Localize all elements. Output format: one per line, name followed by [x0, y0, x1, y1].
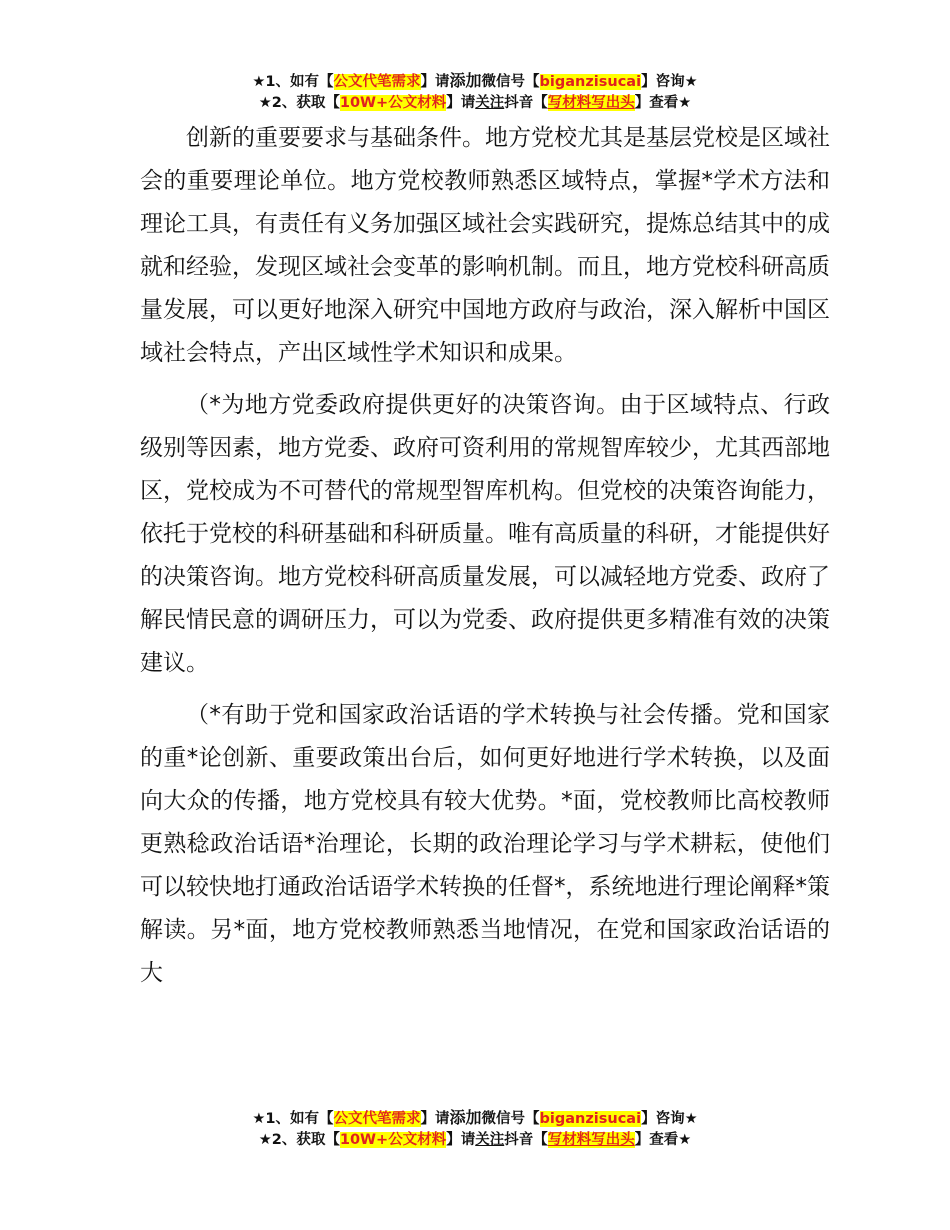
banner-text: 】请 [420, 1111, 450, 1127]
highlight-ghostwriting: 公文代笔需求 [333, 1111, 421, 1127]
document-body [140, 117, 830, 995]
footer-banner-line-2 [0, 1130, 950, 1151]
body-paragraph: （*有助于党和国家政治话语的学术转换与社会传播。党和国家的重*论创新、重要政策出台后，如何更好地进行学术转换，以及面向大众的传播，地方党校具有较大优势。*面，党校教师比高校教师更熟稔政治话语*治理论，长期的政治理论学习与学术耕耘，使他们可以较快地打通政治话语学术转换的任督*，系统地进行理论阐释*策解读。另*面，地方党校教师熟悉当地情况，在党和国家政治话语的大 [140, 702, 830, 986]
highlight-ghostwriting: 公文代笔需求 [333, 74, 421, 90]
body-paragraph: （*为地方党委政府提供更好的决策咨询。由于区域特点、行政级别等因素，地方党委、政府可资利用的常规智库较少，尤其西部地区，党校成为不可替代的常规型智库机构。但党校的决策咨询能力，依托于党校的科研基础和科研质量。唯有高质量的科研，才能提供好的决策咨询。地方党校科研高质量发展，可以减轻地方党委、政府了解民情民意的调研压力，可以为党委、政府提供更多精准有效的决策建议。 [140, 392, 830, 676]
banner-text: 】查看★ [634, 1132, 692, 1148]
banner-emphasis-follow: 关注 [475, 1132, 505, 1148]
body-paragraph: 创新的重要要求与基础条件。地方党校尤其是基层党校是区域社会的重要理论单位。地方党校教师熟悉区域特点，掌握*学术方法和理论工具，有责任有义务加强区域社会实践研究，提炼总结其中的成就和经验，发现区域社会变革的影响机制。而且，地方党校科研高质量发展，可以更好地深入研究中国地方政府与政治，深入解析中国区域社会特点，产出区域性学术知识和成果。 [140, 125, 830, 366]
header-banner-line-2 [0, 93, 950, 114]
banner-text: 微信号【 [481, 1111, 540, 1127]
highlight-materials: 10W+公文材料 [339, 1132, 447, 1148]
highlight-douyin-account: 写材料写出头 [547, 95, 635, 111]
banner-text: ★2、获取【 [258, 95, 340, 111]
banner-text: 抖音【 [504, 95, 548, 111]
banner-text: 】请 [446, 95, 476, 111]
footer-ad-banner [0, 1107, 950, 1151]
banner-text: 微信号【 [481, 74, 540, 90]
banner-text: ★2、获取【 [258, 1132, 340, 1148]
header-ad-banner [0, 70, 950, 114]
banner-emphasis-add: 添加 [449, 71, 482, 90]
banner-text: 】咨询★ [641, 74, 698, 90]
highlight-materials: 10W+公文材料 [339, 95, 447, 111]
banner-text: ★1、如有【 [252, 74, 334, 90]
banner-text: 】请 [446, 1132, 476, 1148]
header-banner-line-1 [0, 70, 950, 93]
banner-emphasis-follow: 关注 [475, 95, 505, 111]
footer-banner-line-1 [0, 1107, 950, 1130]
banner-text: 抖音【 [504, 1132, 548, 1148]
banner-text: 】咨询★ [641, 1111, 698, 1127]
highlight-douyin-account: 写材料写出头 [547, 1132, 635, 1148]
highlight-wechat-id: biganzisucai [539, 74, 642, 90]
banner-text: 】查看★ [634, 95, 692, 111]
banner-emphasis-add: 添加 [449, 1108, 482, 1127]
highlight-wechat-id: biganzisucai [539, 1111, 642, 1127]
banner-text: 】请 [420, 74, 450, 90]
banner-text: ★1、如有【 [252, 1111, 334, 1127]
